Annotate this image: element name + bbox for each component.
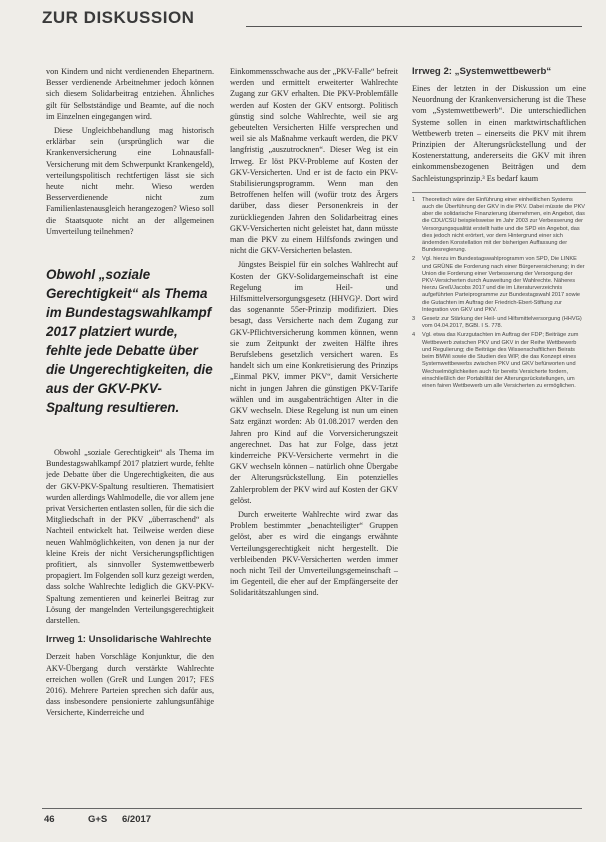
footnote	[412, 316, 586, 330]
column-1	[46, 66, 214, 778]
body-paragraph: Einkommensschwache aus der „PKV-Falle“ befreit werden und ermittelt erweiterter Wahlrechte Zugang zur GKV erhalten. Die PKV-Problemfälle werden auf Kosten der GKV entsorgt. Politisch günstig sind solche Wahlrechte, weil sie arg gebeutelten Versicherten Hilfe versprechen und weil sie als Maßnahme verkauft werden, die PKV langfristig „auszutrocknen“. Dieser Weg ist ein Irrweg. Er löst PKV-Probleme auf Kosten der GKV-Versicherten. Und er ist de facto ein PKV-Stabilisierungsprogramm. Wenn man den Betroffenen helfen will (wofür trotz des Ärgers darüber, dass dieser Personenkreis in der zurückliegenden Jahren den Solidarbeitrag eines GKV-Versicherten nicht geleistet hat, dann müsste man die PKV zu einem Hilfsfonds zwingen und nicht die GKV-Versicherten belasten.	[230, 67, 398, 256]
body-paragraph: Durch erweiterte Wahlrechte wird zwar das Problem bestimmter „benachteiligter“ Gruppen gelöst, aber es wird die eingangs erwähnte Verteilungsgerechtigkeit nicht hergestellt. Die verbleibenden PKV-Versicherten werden immer noch nicht Teil der Umverteilungsgemeinschaft – im Gegenteil, die eher auf der Empfängerseite der Solidaritätszahlungen sind.	[230, 509, 398, 598]
subheading-irrweg-2: Irrweg 2: „Systemwettbewerb“	[412, 66, 552, 77]
footnote	[412, 256, 586, 314]
body-paragraph: Derzeit haben Vorschläge Konjunktur, die den AKV-Übergang durch verstärkte Wahlrechte erreichen wollen (GreR und Lungen 2017; FES 2016). Mehrere Parteien sprechen sich dafür aus, dass insbesondere pensionierte zahlungsunfähige Versicherte, Kinderreiche und	[46, 652, 214, 718]
subheading-irrweg-1: Irrweg 1: Unsolidarische Wahlrechte	[46, 634, 212, 646]
pull-quote: Obwohl „soziale Gerechtigkeit“ als Thema im Bundestagswahlkampf 2017 platziert wurde, fehlte jede Debatte über die Ungerechtigkeiten, die aus der GKV-PKV-Spaltung resultieren.	[46, 267, 213, 416]
header-rule	[246, 26, 582, 27]
page-footer	[42, 808, 582, 828]
issue-number: 6/2017	[122, 814, 152, 825]
footer-rule	[42, 808, 582, 809]
footnote-text: Vgl. hierzu im Bundestagswahlprogramm von SPD, Die LINKE und GRÜNE die Forderung nach einer Bürgerversicherung; in der Union die Forderung einer Verbesserung der Versorgung der PKV-Versicherten durch Ausweitung der Wahlrechte. Näheres hierzu Greß/Jacobs 2017 und die im Literaturverzeichnis aufgeführten Parteiprogramme zur Bundestagswahl 2017 sowie die Gutachten im Auftrag der Friedrich-Ebert-Stiftung zur Integration von GKV und PKV.	[422, 256, 585, 313]
body-paragraph: Obwohl „soziale Gerechtigkeit“ als Thema im Bundestagswahlkampf 2017 platziert wurde, fehlte jede Debatte über die Ungerechtigkeiten, die aus der GKV-PKV-Spaltung resultieren. Thematisiert wurden allerdings Wahlmodelle, die vor allem jene privat Versicherten entlasten sollen, für die sich die Mitgliedschaft in der PKV „überraschend“ als Nachteil entwickelt hat. Teilweise werden diese neuen Wahlmöglichkeiten, von denen ja nur der kleine Kreis der nicht Versicherungspflichtigen profitiert, als sinnvoller Systemwettbewerb propagiert. Im Folgenden soll kurz gezeigt werden, dass solche Wahlrechte lediglich die GKV-PKV-Spaltung zementieren und keinerlei Beitrag zur Lösung der mangelnden Verteilungsgerechtigkeit darstellen.	[46, 448, 214, 626]
footnotes	[412, 192, 586, 390]
column-2	[230, 66, 398, 778]
footnote	[412, 332, 586, 390]
footnote-number: 2	[412, 256, 416, 263]
page-header	[42, 8, 582, 32]
footnote-text: Vgl. etwa das Kurzgutachten im Auftrag der FDP; Beiträge zum Wettbewerb zwischen PKV und GKV in der Reihe Wettbewerb und Regulierung; die Beiträge des Wissenschaftlichen Beirats beim BMWi sowie die Studien des WIP, die das Konzept eines Systemwettbewerbs zwischen PKV und GKV befürworten und Wechselmöglichkeiten auch für bereits Versicherte fordern, einschließlich der Portabilität der Alterungsrückstellungen, um einen fairen Wettbewerb um alle Versicherten zu ermöglichen.	[422, 332, 579, 389]
footnote-text: Gesetz zur Stärkung der Heil- und Hilfsmittelversorgung (HHVG) vom 04.04.2017, BGBl. I S. 778.	[422, 316, 582, 330]
footnote-number: 1	[412, 196, 416, 203]
body-paragraph: von Kindern und nicht verdienenden Ehepartnern. Besser verdienende Arbeitnehmer jedoch können sich diesem Solidarbeitrag entziehen. Ähnliches gilt für Selbstständige und Beamte, auf die noch im Einzelnen eingegangen wird.	[46, 67, 214, 121]
body-paragraph: Diese Ungleichbehandlung mag historisch erklärbar sein (ursprünglich war die Krankenversicherung eine Lohnausfall-Versicherung mit dem Schwerpunkt Krankengeld), verteilungspolitisch rechtfertigen lässt sie sich heute nicht mehr. Wieso werden Besserverdienende nicht zum Familienlastenausgleich herangezogen? Wieso soll die Staatsquote nicht an der allgemeinen Umverteilung teilnehmen?	[46, 126, 214, 236]
page-number: 46	[44, 814, 55, 825]
body-paragraph: Eines der letzten in der Diskussion um eine Neuordnung der Krankenversicherung ist die These vom „Systemwettbewerb“. Die unterschiedlichen Systeme sollen in einen marktwirtschaftlichen Wettbewerb treten – einerseits die PKV mit ihrem Prinzipien der Alterungsrückstellung und der Kostenerstattung, andererseits die GKV mit ihren einkommensbezogenen Beiträgen und dem Sachleistungsprinzip.³ Es bedarf kaum	[412, 84, 586, 183]
journal-name: G+S	[88, 814, 108, 825]
footnote-number: 3	[412, 316, 416, 323]
footnote-text: Theoretisch wäre der Einführung einer einheitlichen Systems auch die Überführung der GKV in die PKV. Dabei müsste die PKV aber die solidarische Finanzierung übernehmen, ein Angebot, das die CDU/CSU beispielsweise im Jahr 2003 zur Verbesserung der Versorgungsqualität erstellt hatte und die SPD ein Angebot, das dies jedoch nicht erörtert, vor dem Hintergrund einer sich ändernden Konstellation mit der bisherigen Auffassung der Bundesregierung.	[422, 196, 586, 254]
section-title: ZUR DISKUSSION	[42, 8, 195, 27]
body-paragraph: Jüngstes Beispiel für ein solches Wahlrecht auf Kosten der GKV-Solidargemeinschaft ist eine Regelung im Heil- und Hilfsmittelversorgungsgesetz (HHVG)². Dort wird das sogenannte 55er-Prinzip modifiziert. Dies besagt, dass Versicherte nach dem Zugang zur GKV-Pflichtversicherung kommen können, wenn sie zum Zeitpunkt der zweiten Hälfte ihres Berufslebens gesetzlich versichert waren. Es handelt sich um eine Konkretisierung des Prinzips „Einmal PKV, immer PKV“, damit Versicherte nicht in jungen Jahren die günstigen PKV-Tarife wählen und im ausgabenträchtigen Alter in die GKV wechseln. Diese Regelung ist nun um einen Satz ergänzt worden: Ab 01.08.2017 werden den Jahren pro Kind auf die Vorversicherungszeit angerechnet. Das hat zur Folge, dass jetzt kinderreiche PKV-Versicherte vermehrt in die GKV wechseln können – natürlich ohne Übergabe der Alterungsrückstellung. Ein potenzielles Zahlerproblem der PKV wird auf Kosten der GKV gelöst.	[230, 260, 398, 505]
footnote	[412, 197, 586, 255]
footnote-number: 4	[412, 332, 416, 339]
column-3	[412, 66, 586, 778]
